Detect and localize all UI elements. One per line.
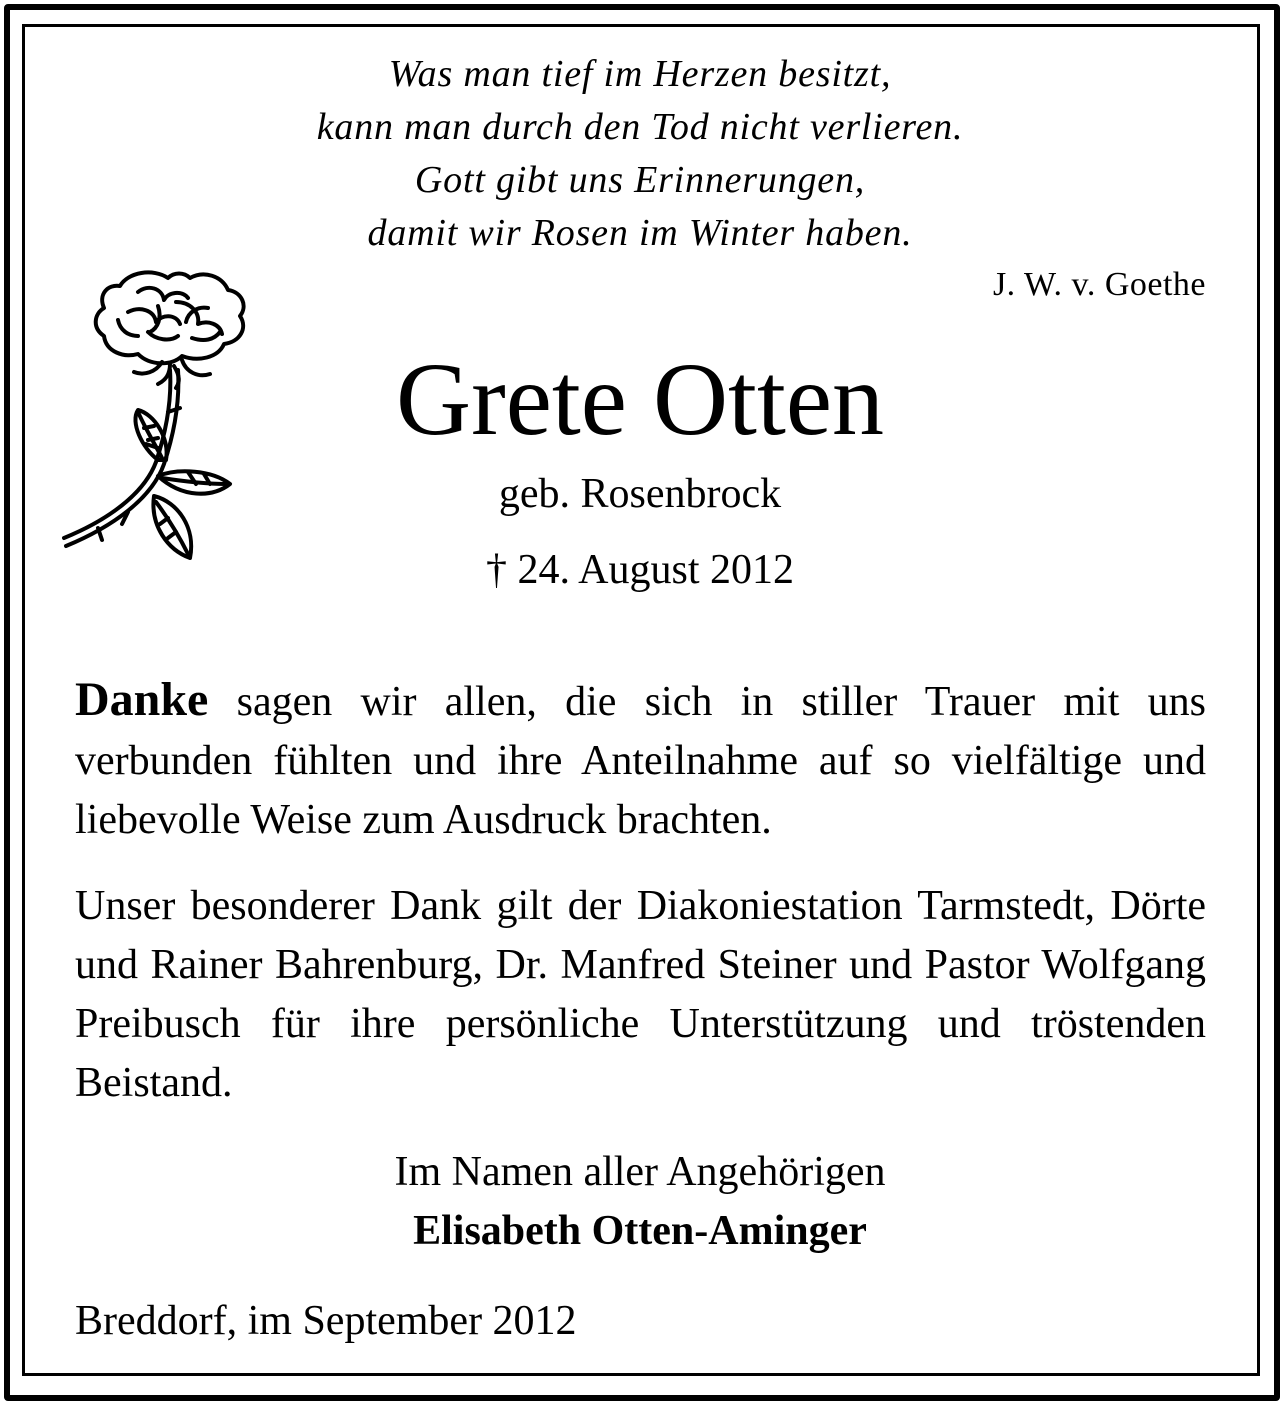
poem-line: damit wir Rosen im Winter haben. bbox=[367, 212, 913, 254]
thanks-text: sagen wir allen, die sich in stiller Trauer mit uns verbunden fühlten und ihre Anteilnahme auf so vielfältige und liebevolle Weise zum Ausdruck brachten. bbox=[75, 679, 1206, 843]
special-thanks-paragraph: Unser besonderer Dank gilt der Diakoniestation Tarmstedt, Dörte und Rainer Bahrenburg, Dr. Manfred Steiner und Pastor Wolfgang Preibusch für ihre persönliche Unterstützung und tröstenden Beistand. bbox=[75, 883, 1206, 1106]
poem-author: J. W. v. Goethe bbox=[992, 266, 1206, 303]
deceased-name: Grete Otten bbox=[395, 342, 884, 457]
death-date: † 24. August 2012 bbox=[485, 547, 795, 593]
place-date: Breddorf, im September 2012 bbox=[75, 1298, 577, 1344]
signer-name: Elisabeth Otten-Aminger bbox=[413, 1208, 867, 1254]
maiden-name: geb. Rosenbrock bbox=[498, 471, 782, 517]
poem-line: kann man durch den Tod nicht verlieren. bbox=[316, 106, 964, 148]
thanks-lead-word: Danke bbox=[75, 673, 209, 726]
poem-line: Was man tief im Herzen besitzt, bbox=[388, 53, 892, 95]
poem-line: Gott gibt uns Erinnerungen, bbox=[414, 159, 866, 201]
goethe-poem bbox=[0, 48, 1280, 260]
thanks-paragraph bbox=[75, 670, 1206, 850]
on-behalf-line: Im Namen aller Angehörigen bbox=[394, 1149, 886, 1195]
